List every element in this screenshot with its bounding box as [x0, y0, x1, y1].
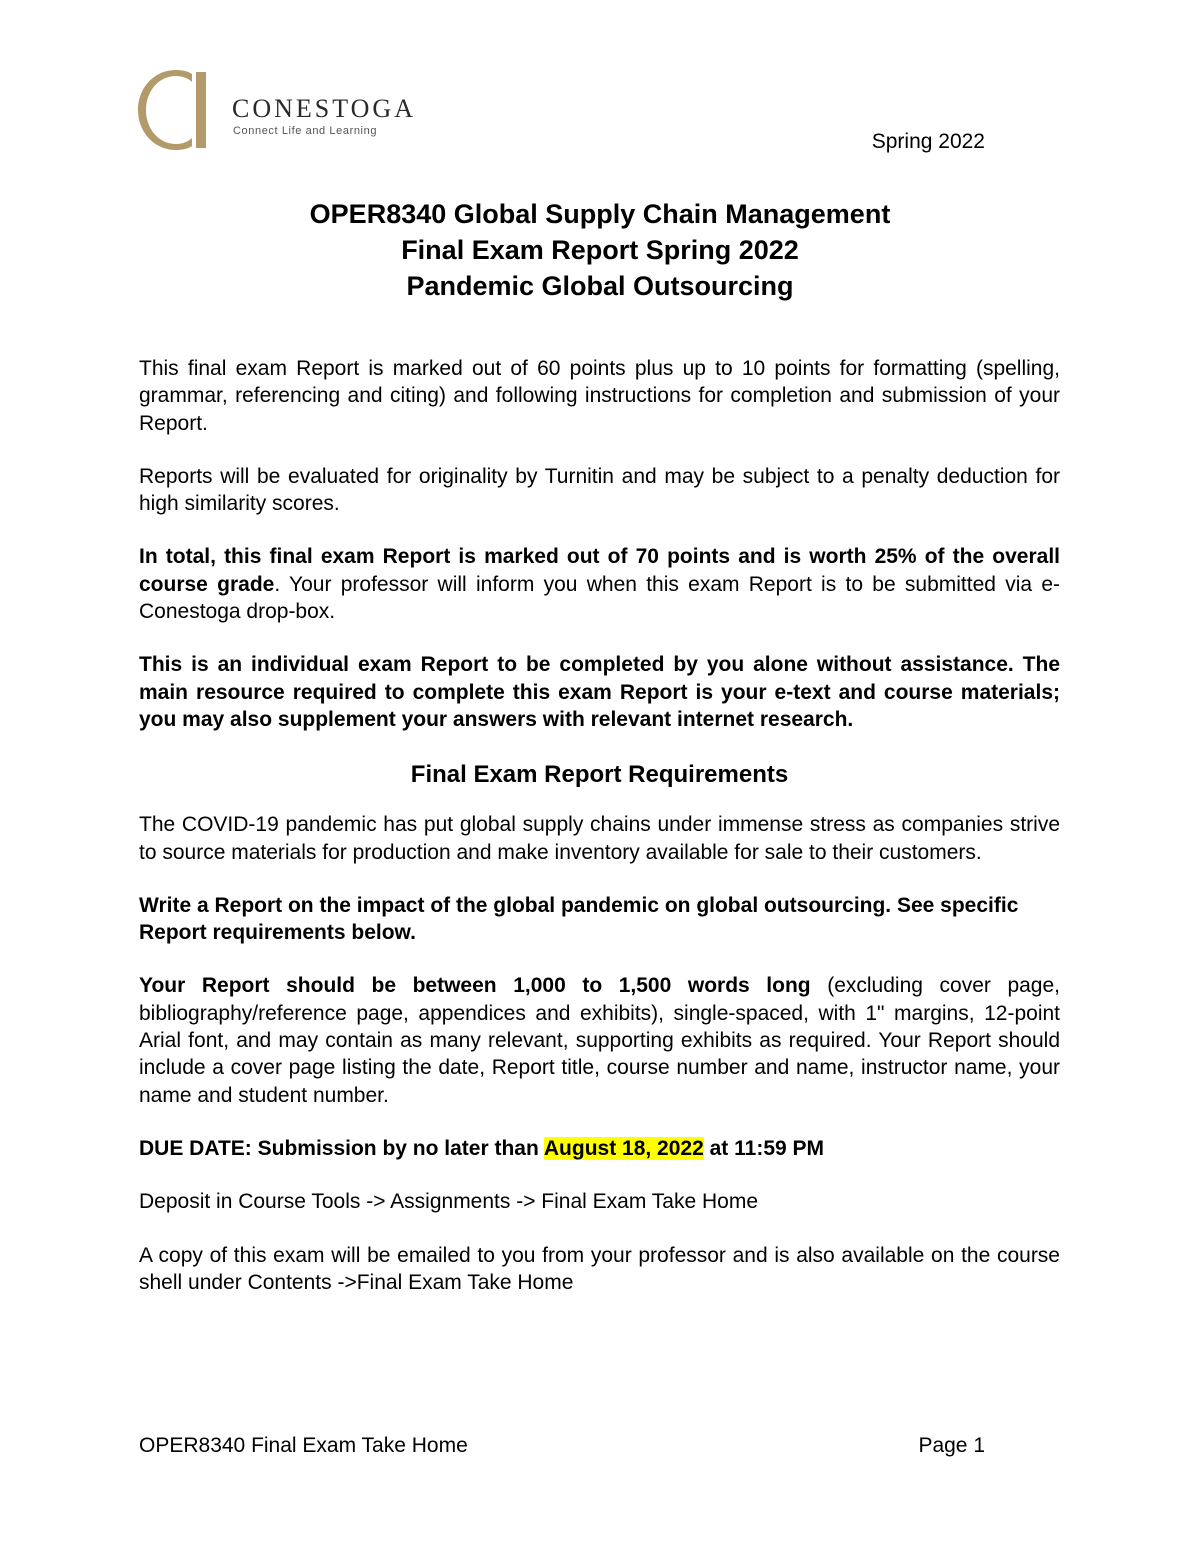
conestoga-c-logo-icon	[136, 68, 210, 152]
due-date-prefix: DUE DATE: Submission by no later than	[139, 1136, 544, 1160]
footer-page-number: Page 1	[918, 1434, 985, 1457]
total-points-rest-text: . Your professor will inform you when this exam Report is to be submitted via e-Conestoga drop-box.	[139, 572, 1061, 624]
paragraph-write-report	[139, 892, 1060, 947]
footer-course-label: OPER8340 Final Exam Take Home	[139, 1434, 468, 1457]
length-bold-text: Your Report should be between 1,000 to 1,500 words long	[139, 974, 811, 998]
due-date-highlight: August 18, 2022	[543, 1136, 704, 1160]
title-line-report: Final Exam Report Spring 2022	[401, 235, 799, 265]
total-points-bold-text: In total, this final exam Report is marked out of 70 points and is worth 25% of the overall course grade	[139, 545, 1060, 596]
paragraph-length	[139, 972, 1060, 1108]
title-line-topic: Pandemic Global Outsourcing	[406, 271, 794, 301]
requirements-heading: Final Exam Report Requirements	[410, 761, 789, 789]
title-line-course: OPER8340 Global Supply Chain Management	[309, 199, 891, 229]
paragraph-marking: This final exam Report is marked out of 60 points plus up to 10 points for formatting (spelling, grammar, referencing and citing) and following instructions for completion and submission of your Report.	[139, 357, 1060, 435]
conestoga-logo	[136, 68, 426, 154]
paragraph-deposit: Deposit in Course Tools -> Assignments -> Final Exam Take Home	[139, 1190, 758, 1214]
paragraph-individual	[139, 651, 1060, 733]
logo-tagline: Connect Life and Learning	[233, 125, 378, 137]
logo-wordmark: CONESTOGA	[232, 94, 416, 123]
paragraph-covid: The COVID-19 pandemic has put global supply chains under immense stress as companies strive to source materials for production and make inventory available for sale to their customers.	[139, 813, 1060, 864]
paragraph-total-points	[139, 543, 1060, 625]
paragraph-due-date	[139, 1135, 1060, 1162]
length-rest-text: (excluding cover page, bibliography/reference page, appendices and exhibits), single-spaced, with 1" margins, 12-point Arial font, and may contain as many relevant, supporting exhibits as required. Your Report should include a cover page listing the date, Report title, course number and name, instructor name, your name and student number.	[139, 974, 1060, 1107]
due-date-suffix: at 11:59 PM	[703, 1136, 825, 1160]
document-body	[139, 355, 1060, 1322]
paragraph-copy: A copy of this exam will be emailed to you from your professor and is also available on the course shell under Contents ->Final Exam Take Home	[139, 1243, 1060, 1294]
write-report-bold-text: Write a Report on the impact of the global pandemic on global outsourcing. See specific Report requirements below.	[139, 893, 1019, 945]
term-label: Spring 2022	[871, 130, 985, 153]
individual-bold-text: This is an individual exam Report to be completed by you alone without assistance. The main resource required to complete this exam Report is your e-text and course materials; you may also supplement your answers with relevant internet research.	[139, 653, 1060, 731]
paragraph-originality: Reports will be evaluated for originality by Turnitin and may be subject to a penalty deduction for high similarity scores.	[139, 464, 1060, 516]
document-title	[0, 196, 1200, 304]
